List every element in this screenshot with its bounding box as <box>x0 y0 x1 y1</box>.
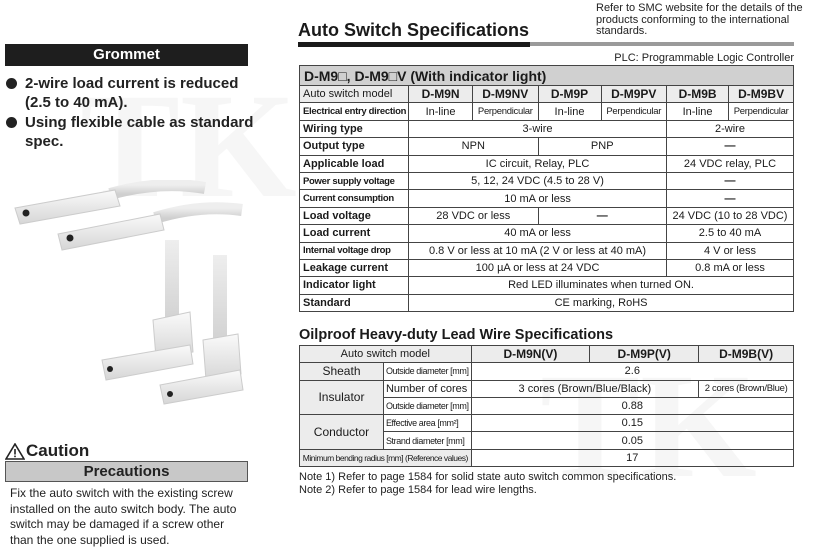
table-cell: Red LED illuminates when turned ON. <box>409 277 794 294</box>
caution-heading <box>5 441 89 461</box>
row-label: Standard <box>300 294 409 311</box>
table-heading: D-M9□, D-M9□V (With indicator light) <box>300 66 794 86</box>
table-row <box>300 277 794 294</box>
title-underline-extension <box>530 42 794 46</box>
page-title: Auto Switch Specifications <box>298 20 530 40</box>
table-cell: 3 cores (Brown/Blue/Black) <box>471 380 699 397</box>
bullet-icon <box>6 117 17 128</box>
row-label: Load current <box>300 225 409 242</box>
feature-list <box>4 74 254 152</box>
row-label: Strand diameter [mm] <box>383 432 471 449</box>
table-cell: 0.88 <box>471 397 793 414</box>
table-cell: In-line <box>409 103 473 120</box>
lead-wire-section-title: Oilproof Heavy-duty Lead Wire Specifications <box>299 327 614 343</box>
table-cell: 4 V or less <box>666 242 793 259</box>
row-label: Electrical entry direction <box>300 103 409 120</box>
feature-item <box>4 113 254 151</box>
row-label: Wiring type <box>300 120 409 137</box>
model-row <box>300 346 794 363</box>
caution-text: Fix the auto switch with the existing screw installed on the auto switch body. The auto switch may be damaged if a screw other than the one supplied is used. <box>10 486 237 547</box>
table-cell: — <box>666 138 793 155</box>
table-cell: 0.15 <box>471 415 793 432</box>
table-cell: — <box>538 207 666 224</box>
table-row <box>300 363 794 380</box>
table-cell: — <box>666 190 793 207</box>
precautions-heading: Precautions <box>5 461 248 482</box>
model-cell: D-M9P(V) <box>590 346 699 363</box>
row-label: Outside diameter [mm] <box>383 363 471 380</box>
caution-label: Caution <box>26 441 90 460</box>
table-cell: 2-wire <box>666 120 793 137</box>
table-cell: NPN <box>409 138 538 155</box>
model-cell: D-M9PV <box>601 86 666 103</box>
row-label: Applicable load <box>300 155 409 172</box>
table-cell: 17 <box>471 449 793 466</box>
group-label: Insulator <box>300 380 384 415</box>
row-label: Power supply voltage <box>300 172 409 189</box>
table-row <box>300 103 794 120</box>
table-cell: 0.8 mA or less <box>666 259 793 276</box>
table-row <box>300 190 794 207</box>
model-row <box>300 86 794 103</box>
table-row <box>300 138 794 155</box>
table-row <box>300 449 794 466</box>
feature-text: 2-wire load current is reduced (2.5 to 40 mA). <box>25 75 239 111</box>
table-row <box>300 207 794 224</box>
table-cell: 5, 12, 24 VDC (4.5 to 28 V) <box>409 172 667 189</box>
table-cell: 0.05 <box>471 432 793 449</box>
model-cell: D-M9N(V) <box>471 346 590 363</box>
table-row <box>300 415 794 432</box>
table-row <box>300 172 794 189</box>
table-cell: 28 VDC or less <box>409 207 538 224</box>
table-cell: 40 mA or less <box>409 225 667 242</box>
table-heading-row <box>300 66 794 86</box>
feature-item <box>4 74 254 112</box>
table-cell: CE marking, RoHS <box>409 294 794 311</box>
row-label: Outside diameter [mm] <box>383 397 471 414</box>
model-cell: D-M9NV <box>473 86 538 103</box>
plc-note: PLC: Programmable Logic Controller <box>614 52 794 64</box>
footnotes <box>299 471 676 497</box>
row-label: Number of cores <box>383 380 471 397</box>
footnote: Note 2) Refer to page 1584 for lead wire lengths. <box>299 484 537 496</box>
footnote: Note 1) Refer to page 1584 for solid state auto switch common specifications. <box>299 471 677 483</box>
auto-switch-spec-table <box>299 65 794 312</box>
table-cell: — <box>666 172 793 189</box>
row-label: Effective area [mm²] <box>383 415 471 432</box>
reference-note: Refer to SMC website for the details of the products conforming to the international standards. <box>596 2 803 37</box>
table-cell: 100 µA or less at 24 VDC <box>409 259 667 276</box>
table-row <box>300 259 794 276</box>
table-cell: In-line <box>666 103 728 120</box>
row-label: Auto switch model <box>300 86 409 103</box>
warning-triangle-icon <box>5 443 25 460</box>
model-cell: D-M9B(V) <box>699 346 794 363</box>
table-cell: 2.5 to 40 mA <box>666 225 793 242</box>
bullet-icon <box>6 78 17 89</box>
group-label: Sheath <box>300 363 384 380</box>
model-cell: D-M9P <box>538 86 601 103</box>
grommet-heading: Grommet <box>5 44 248 66</box>
table-row <box>300 294 794 311</box>
table-cell: Perpendicular <box>729 103 794 120</box>
table-row <box>300 225 794 242</box>
row-label: Load voltage <box>300 207 409 224</box>
title-underline <box>298 42 530 47</box>
table-cell: IC circuit, Relay, PLC <box>409 155 667 172</box>
feature-text: Using flexible cable as standard spec. <box>25 114 254 150</box>
row-label: Indicator light <box>300 277 409 294</box>
table-row <box>300 242 794 259</box>
table-cell: 3-wire <box>409 120 667 137</box>
table-row <box>300 120 794 137</box>
table-cell: 24 VDC (10 to 28 VDC) <box>666 207 793 224</box>
table-cell: 24 VDC relay, PLC <box>666 155 793 172</box>
row-label: Output type <box>300 138 409 155</box>
table-cell: In-line <box>538 103 601 120</box>
table-cell: Perpendicular <box>473 103 538 120</box>
product-photo <box>10 180 250 410</box>
table-cell: 0.8 V or less at 10 mA (2 V or less at 40 mA) <box>409 242 667 259</box>
row-label: Auto switch model <box>300 346 472 363</box>
table-cell: 2.6 <box>471 363 793 380</box>
row-label: Minimum bending radius [mm] (Reference values) <box>300 449 472 466</box>
model-cell: D-M9BV <box>729 86 794 103</box>
group-label: Conductor <box>300 415 384 450</box>
row-label: Leakage current <box>300 259 409 276</box>
table-cell: 2 cores (Brown/Blue) <box>699 380 794 397</box>
model-cell: D-M9N <box>409 86 473 103</box>
row-label: Current consumption <box>300 190 409 207</box>
table-row <box>300 380 794 397</box>
table-row <box>300 155 794 172</box>
table-cell: 10 mA or less <box>409 190 667 207</box>
lead-wire-spec-table <box>299 345 794 467</box>
row-label: Internal voltage drop <box>300 242 409 259</box>
model-cell: D-M9B <box>666 86 728 103</box>
left-panel <box>0 0 255 547</box>
table-cell: PNP <box>538 138 666 155</box>
table-cell: Perpendicular <box>601 103 666 120</box>
